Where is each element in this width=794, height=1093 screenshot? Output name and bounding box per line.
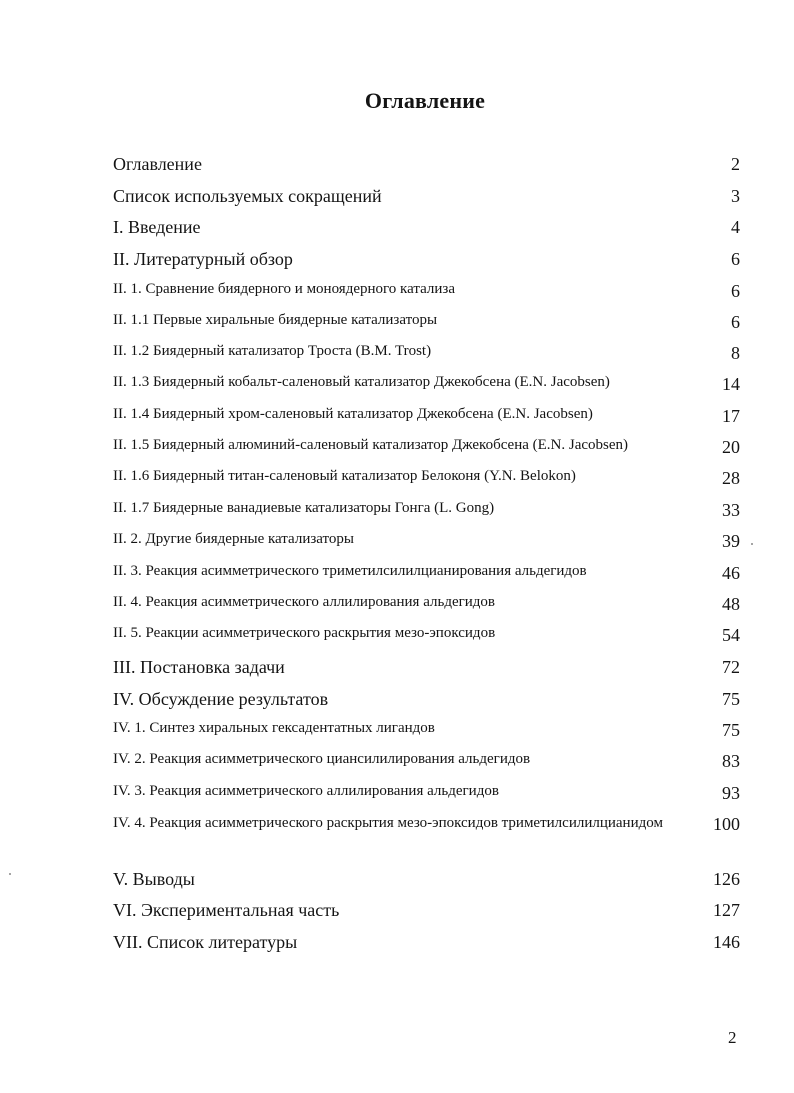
page-title: Оглавление xyxy=(364,88,486,113)
toc-entry-page: 6 xyxy=(731,312,740,332)
toc-entry-page: 54 xyxy=(722,625,740,645)
toc-entry xyxy=(113,810,740,866)
toc-entry-page: 14 xyxy=(722,374,740,394)
toc-entry-page: 46 xyxy=(722,563,740,583)
toc-entry-label: VII. Список литературы xyxy=(113,932,298,952)
toc-entry-label: IV. 1. Синтез хиральных гексадентатных лигандов xyxy=(113,720,435,736)
toc-entry-page: 6 xyxy=(731,249,740,269)
toc-entry-label: II. 1.2 Биядерный катализатор Троста (B.M. Trost) xyxy=(113,343,432,359)
toc-entry-label: V. Выводы xyxy=(113,869,195,889)
toc-entry-label: II. 5. Реакции асимметрического раскрытия мезо-эпоксидов xyxy=(113,625,496,641)
toc-entry-label: Список используемых сокращений xyxy=(113,186,382,206)
toc-entry-page: 20 xyxy=(722,437,740,457)
toc-entry-label: II. Литературный обзор xyxy=(113,249,293,269)
toc-entry-label: II. 2. Другие биядерные катализаторы xyxy=(113,531,354,547)
toc-entry-label: II. 1. Сравнение биядерного и моноядерного катализа xyxy=(113,281,455,297)
toc-entry-label: II. 1.1 Первые хиральные биядерные катализаторы xyxy=(113,312,438,328)
scan-speck xyxy=(751,543,753,545)
toc-entry-label: II. 1.6 Биядерный титан-саленовый катализатор Белоконя (Y.N. Belokon) xyxy=(113,468,576,484)
toc-entry-label: III. Постановка задачи xyxy=(113,657,285,677)
toc-entry-page: 93 xyxy=(722,783,740,803)
toc-entry-page: 83 xyxy=(722,751,740,771)
toc-entry-label: II. 3. Реакция асимметрического триметилсилилцианирования альдегидов xyxy=(113,563,587,579)
toc-entry-label: VI. Экспериментальная часть xyxy=(113,900,340,920)
toc-entry-label: IV. 3. Реакция асимметрического аллилирования альдегидов xyxy=(113,783,499,799)
toc-entry-label: II. 1.5 Биядерный алюминий-саленовый катализатор Джекобсена (E.N. Jacobsen) xyxy=(113,437,629,453)
toc-entry-page: 4 xyxy=(731,217,740,237)
toc-entry-page: 8 xyxy=(731,343,740,363)
toc-entry-page: 100 xyxy=(713,814,740,834)
toc-entry-label: II. 1.3 Биядерный кобальт-саленовый катализатор Джекобсена (E.N. Jacobsen) xyxy=(113,374,610,390)
toc-entry-page: 39 xyxy=(722,531,740,551)
toc-entry-page: 75 xyxy=(722,689,740,709)
toc-entry-page: 28 xyxy=(722,468,740,488)
toc-entry-label: II. 4. Реакция асимметрического аллилирования альдегидов xyxy=(113,594,496,610)
toc-entry-page: 3 xyxy=(731,186,740,206)
page-number: 2 xyxy=(728,1028,737,1047)
toc-entry-page: 33 xyxy=(722,500,740,520)
toc-entry-label: II. 1.4 Биядерный хром-саленовый катализатор Джекобсена (E.N. Jacobsen) xyxy=(113,406,593,422)
toc-entry-page: 17 xyxy=(722,406,740,426)
toc-entry-label: I. Введение xyxy=(113,217,201,237)
toc-entry-page: 146 xyxy=(713,932,740,952)
toc-entry-page: 6 xyxy=(731,281,740,301)
toc-entry-page: 126 xyxy=(713,869,740,889)
toc-entry-page: 48 xyxy=(722,594,740,614)
toc-entry-page: 127 xyxy=(713,900,740,920)
toc-entry-label: II. 1.7 Биядерные ванадиевые катализаторы Гонга (L. Gong) xyxy=(113,500,495,516)
toc-entry-page: 72 xyxy=(722,657,740,677)
toc-entry-label: IV. Обсуждение результатов xyxy=(113,689,329,709)
toc-entry-label: Оглавление xyxy=(113,154,202,174)
toc-entry-label: IV. 2. Реакция асимметрического циансилилирования альдегидов xyxy=(113,751,531,767)
toc-entry-page: 75 xyxy=(722,720,740,740)
toc-entry-label: IV. 4. Реакция асимметрического раскрытия мезо-эпоксидов триметилсилилцианидом xyxy=(113,815,663,831)
toc-entry-page: 2 xyxy=(731,154,740,174)
scan-speck xyxy=(9,873,11,875)
